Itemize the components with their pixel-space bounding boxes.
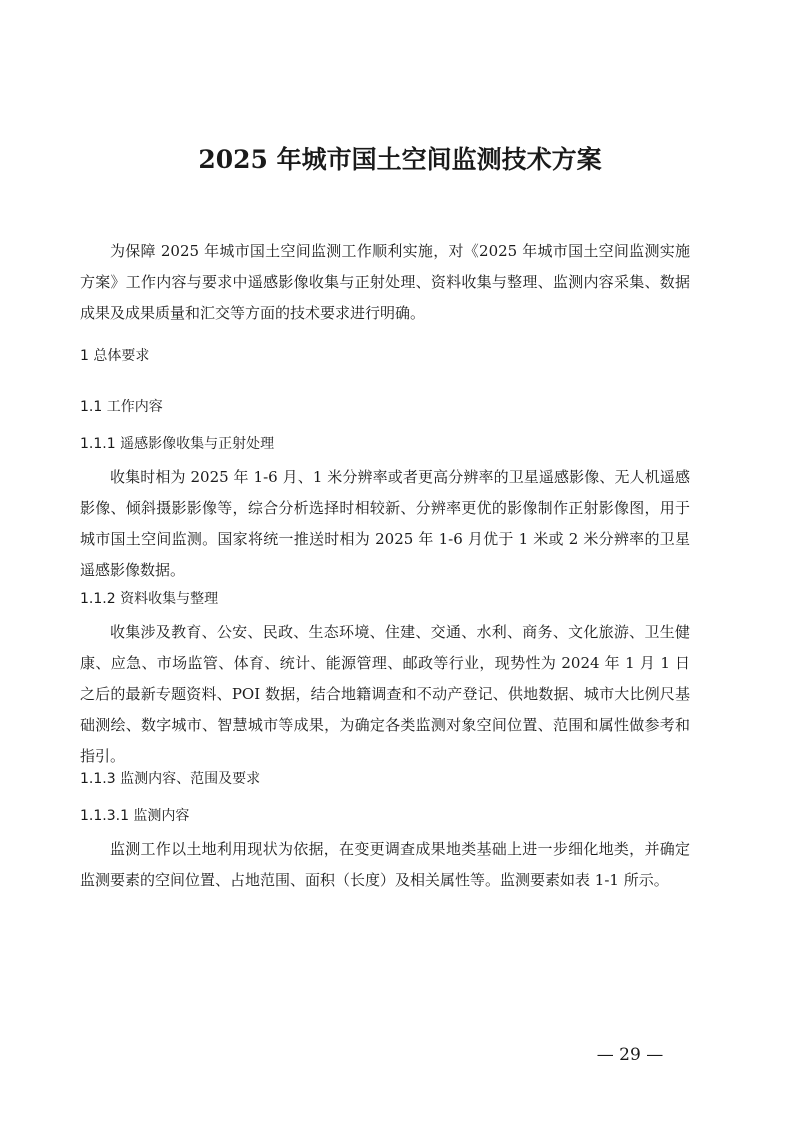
paragraph-block-1-1-2 (80, 617, 690, 772)
paragraph-block-1-1-3-1 (80, 834, 690, 896)
intro-block (80, 236, 690, 329)
heading-section-1: 1 总体要求 (80, 348, 150, 364)
paragraph-1-1-3-1: 监测工作以土地利用现状为依据，在变更调查成果地类基础上进一步细化地类，并确定监测要素的空间位置、占地范围、面积（长度）及相关属性等。监测要素如表 1-1 所示。 (80, 840, 690, 889)
heading-section-1-1: 1.1 工作内容 (80, 399, 163, 415)
document-title: 2025 年城市国土空间监测技术方案 (198, 145, 602, 174)
paragraph-block-1-1-1 (80, 462, 690, 586)
intro-paragraph: 为保障 2025 年城市国土空间监测工作顺利实施，对《2025 年城市国土空间监测实施方案》工作内容与要求中遥感影像收集与正射处理、资料收集与整理、监测内容采集、数据成果及成果质量和汇交等方面的技术要求进行明确。 (80, 242, 690, 322)
heading-section-1-1-3-1: 1.1.3.1 监测内容 (80, 808, 190, 824)
paragraph-1-1-2: 收集涉及教育、公安、民政、生态环境、住建、交通、水利、商务、文化旅游、卫生健康、应急、市场监管、体育、统计、能源管理、邮政等行业，现势性为 2024 年 1 月 1 日之后的最新专题资料、POI 数据，结合地籍调查和不动产登记、供地数据、城市大比例尺基础测绘、数字城市、智慧城市等成果，为确定各类监测对象空间位置、范围和属性做参考和指引。 (80, 623, 690, 765)
heading-section-1-1-3: 1.1.3 监测内容、范围及要求 (80, 771, 261, 787)
heading-section-1-1-1: 1.1.1 遥感影像收集与正射处理 (80, 436, 275, 452)
paragraph-1-1-1: 收集时相为 2025 年 1-6 月、1 米分辨率或者更高分辨率的卫星遥感影像、无人机遥感影像、倾斜摄影影像等，综合分析选择时相较新、分辨率更优的影像制作正射影像图，用于城市国土空间监测。国家将统一推送时相为 2025 年 1-6 月优于 1 米或 2 米分辨率的卫星遥感影像数据。 (80, 468, 690, 579)
page-number: — 29 — (596, 1045, 664, 1065)
heading-section-1-1-2: 1.1.2 资料收集与整理 (80, 591, 219, 607)
